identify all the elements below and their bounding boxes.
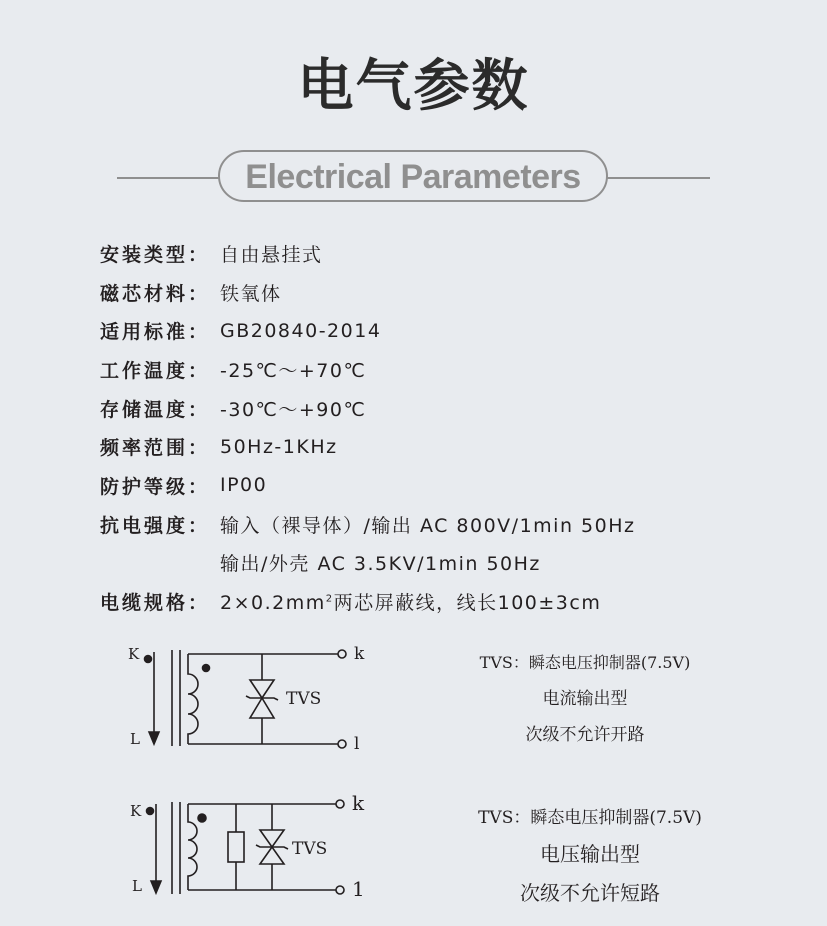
param-row-cable — [100, 582, 780, 621]
desc-line: 次级不允许开路 — [525, 725, 645, 745]
param-row-core-material — [100, 273, 780, 312]
param-value: GB20840-2014 — [220, 319, 382, 342]
terminal-L-label: L — [132, 877, 142, 895]
tvs-label: TVS — [292, 839, 328, 859]
terminal-k — [338, 650, 346, 658]
terminal-k — [336, 800, 344, 808]
secondary-coil-icon — [188, 654, 198, 744]
parameter-list — [100, 234, 780, 621]
param-row-install-type — [100, 234, 780, 273]
tvs-label: TVS — [286, 689, 322, 709]
subtitle-pill: Electrical Parameters — [218, 150, 608, 202]
subtitle-divider-right — [607, 177, 710, 179]
cable-spec-superscript: 2 — [325, 593, 334, 605]
terminal-l-label: 1 — [352, 877, 365, 901]
circuit-diagram-current-output — [110, 636, 380, 756]
param-value: -25℃～+70℃ — [220, 359, 367, 382]
desc-line: TVS：瞬态电压抑制器(7.5V) — [479, 653, 691, 672]
param-label: 电缆规格： — [100, 592, 211, 615]
primary-polarity-dot — [145, 656, 152, 663]
param-row-protection — [100, 466, 780, 505]
param-value: 输出/外壳 AC 3.5KV/1min 50Hz — [220, 553, 541, 576]
circuit-diagram-voltage-output — [110, 786, 380, 906]
param-row-storage-temp — [100, 389, 780, 428]
terminal-l-label: l — [354, 734, 360, 754]
terminal-l — [338, 740, 346, 748]
subtitle-banner — [0, 150, 827, 206]
desc-line: TVS：瞬态电压抑制器(7.5V) — [478, 808, 702, 828]
terminal-K-label: K — [130, 802, 142, 820]
param-row-dielectric-2 — [100, 544, 780, 583]
tvs-diode-icon — [246, 680, 278, 718]
desc-line: 电流输出型 — [542, 689, 628, 709]
param-row-operating-temp — [100, 350, 780, 389]
param-row-dielectric — [100, 505, 780, 544]
burden-resistor-icon — [228, 832, 244, 862]
desc-line: 次级不允许短路 — [520, 881, 660, 905]
param-label: 存储温度： — [100, 398, 211, 421]
param-label: 适用标准： — [100, 321, 211, 344]
secondary-polarity-dot — [198, 814, 206, 822]
param-value: -30℃～+90℃ — [220, 398, 367, 421]
param-label: 磁芯材料： — [100, 282, 211, 305]
param-value: 自由悬挂式 — [220, 243, 323, 266]
tvs-diode-icon — [256, 830, 288, 864]
secondary-coil-icon — [188, 804, 197, 890]
param-label: 频率范围： — [100, 437, 211, 460]
param-label: 安装类型： — [100, 243, 211, 266]
cable-spec-prefix: 2×0.2mm — [220, 592, 326, 615]
terminal-l — [336, 886, 344, 894]
param-row-frequency — [100, 427, 780, 466]
primary-polarity-dot — [147, 808, 154, 815]
terminal-k-label: k — [352, 791, 365, 815]
arrow-head-icon — [151, 881, 161, 893]
param-label: 抗电强度： — [100, 514, 211, 537]
desc-line: 电压输出型 — [540, 842, 640, 866]
secondary-polarity-dot — [203, 665, 210, 672]
terminal-k-label: k — [354, 644, 365, 664]
circuit2-description — [440, 803, 740, 906]
param-value: 输入（裸导体）/输出 AC 800V/1min 50Hz — [220, 514, 636, 537]
param-label: 防护等级： — [100, 475, 211, 498]
subtitle-divider-left — [117, 177, 220, 179]
param-value: 50Hz-1KHz — [220, 435, 338, 458]
page-title: 电气参数 — [297, 54, 530, 119]
param-label: 工作温度： — [100, 359, 211, 382]
param-row-standard — [100, 311, 780, 350]
param-value: 铁氧体 — [220, 282, 282, 305]
param-value: IP00 — [220, 474, 268, 497]
circuit1-description — [440, 650, 730, 745]
terminal-K-label: K — [128, 645, 140, 663]
cable-spec-suffix: 两芯屏蔽线，线长100±3cm — [333, 592, 602, 615]
arrow-head-icon — [149, 732, 159, 744]
param-value — [220, 588, 601, 615]
terminal-L-label: L — [130, 730, 140, 748]
